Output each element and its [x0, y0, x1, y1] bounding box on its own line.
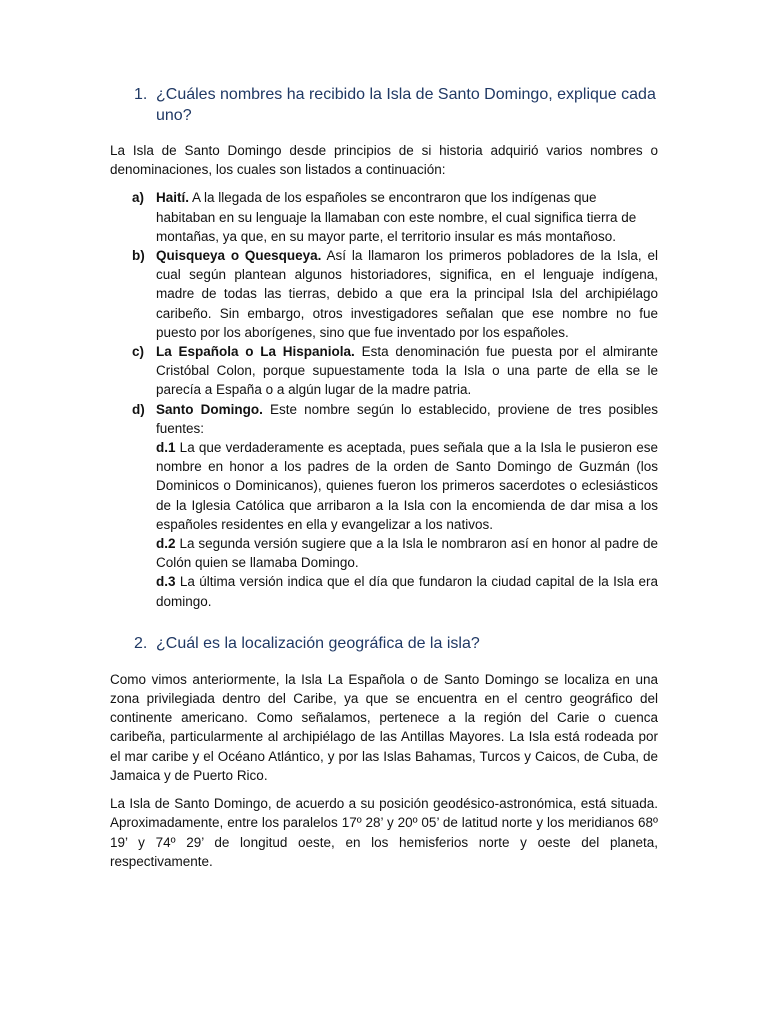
list-item-content [156, 246, 658, 342]
list-item-marker: d) [132, 401, 145, 417]
question-1-heading [110, 84, 658, 126]
question-2-paragraph-2: La Isla de Santo Domingo, de acuerdo a su posición geodésico-astronómica, está situada. Aproximadamente, entre los paralelos 17º 28’ y 20º 05’ de latitud norte y los meridianos 68º 19’ y 74º 29’ de longitud oeste, en los hemisferios norte y oeste del planeta, respectivamente. [110, 796, 658, 869]
question-1-number: 1. [134, 86, 148, 103]
list-item-text: Así la llamaron los primeros pobladores de la Isla, el cual según plantean algunos historiadores, significa, en el lenguaje indígena, madre de todas las tierras, debido a que era la principal Isla del archipiélago caribeño. Sin embargo, otros investigadores señalan que ese nombre no fue puesto por los aborígenes, sino que fue inventado por los españoles. [156, 248, 658, 340]
list-item-text: A la llegada de los españoles se encontraron que los indígenas que habitaban en su lenguaje la llamaban con este nombre, el cual significa tierra de montañas, ya que, en su mayor parte, el territorio insular es más montañoso. [156, 190, 637, 244]
list-item-term: La Española o La Hispaniola. [156, 344, 355, 360]
list-item-term: Santo Domingo. [156, 401, 263, 417]
list-item-intro [156, 400, 658, 438]
list-item-text: Esta denominación fue puesta por el almirante Cristóbal Colon, porque supuestamente toda la Isla o una parte de ella se le parecía a España o a algún lugar de la madre patria. [156, 344, 659, 398]
list-item-marker: b) [132, 248, 145, 264]
sub-item-label: d.2 [156, 536, 176, 552]
question-2-paragraph-1: Como vimos anteriormente, la Isla La Española o de Santo Domingo se localiza en una zona privilegiada dentro del Caribe, ya que se encuentra en el centro geográfico del continente americano. Como señalamos, pertenece a la región del Carie o cuenca caribeña, particularmente al archipiélago de las Antillas Mayores. La Isla está rodeada por el mar caribe y el Océano Atlántico, y por las Islas Bahamas, Turcos y Caicos, de Cuba, de Jamaica y de Puerto Rico. [110, 671, 658, 783]
sub-item-d1 [156, 438, 658, 534]
names-list [110, 188, 658, 610]
sub-item-text: La segunda versión sugiere que a la Isla le nombraron así en honor al padre de Colón quien se llamaba Domingo. [156, 536, 658, 571]
document-page [110, 84, 658, 880]
question-1-intro: La Isla de Santo Domingo desde principios de si historia adquirió varios nombres o denominaciones, los cuales son listados a continuación: [110, 143, 658, 178]
list-item [110, 400, 658, 611]
question-2-number: 2. [134, 634, 148, 652]
list-item-marker: a) [132, 190, 145, 206]
list-item [110, 342, 658, 400]
list-item-content [156, 188, 658, 246]
question-2-heading [110, 633, 658, 654]
list-item-text: Este nombre según lo establecido, proviene de tres posibles fuentes: [156, 401, 658, 436]
question-1-title: ¿Cuáles nombres ha recibido la Isla de Santo Domingo, explique cada uno? [156, 86, 656, 124]
list-item-term: Haití. [156, 190, 190, 206]
sub-item-text: La que verdaderamente es aceptada, pues señala que a la Isla le pusieron ese nombre en honor a los padres de la orden de Santo Domingo de Guzmán (los Dominicos o Dominicanos), quienes fueron los primeros sacerdotes o eclesiásticos de la Iglesia Católica que arribaron a la Isla con la encomienda de dar misa a los españoles residentes en ella y evangelizar a los nativos. [156, 440, 658, 532]
sub-item-label: d.3 [156, 574, 176, 590]
list-item-content [156, 342, 658, 400]
list-item-content [156, 400, 658, 611]
question-2-title: ¿Cuál es la localización geográfica de la isla? [156, 634, 480, 652]
list-item-term: Quisqueya o Quesqueya. [156, 248, 322, 264]
list-item-marker: c) [132, 344, 145, 360]
sub-item-label: d.1 [156, 440, 176, 456]
sub-item-text: La última versión indica que el día que fundaron la ciudad capital de la Isla era domingo. [156, 574, 658, 609]
list-item [110, 188, 658, 246]
sub-item-d3 [156, 572, 658, 610]
sub-item-d2 [156, 534, 658, 572]
list-item [110, 246, 658, 342]
